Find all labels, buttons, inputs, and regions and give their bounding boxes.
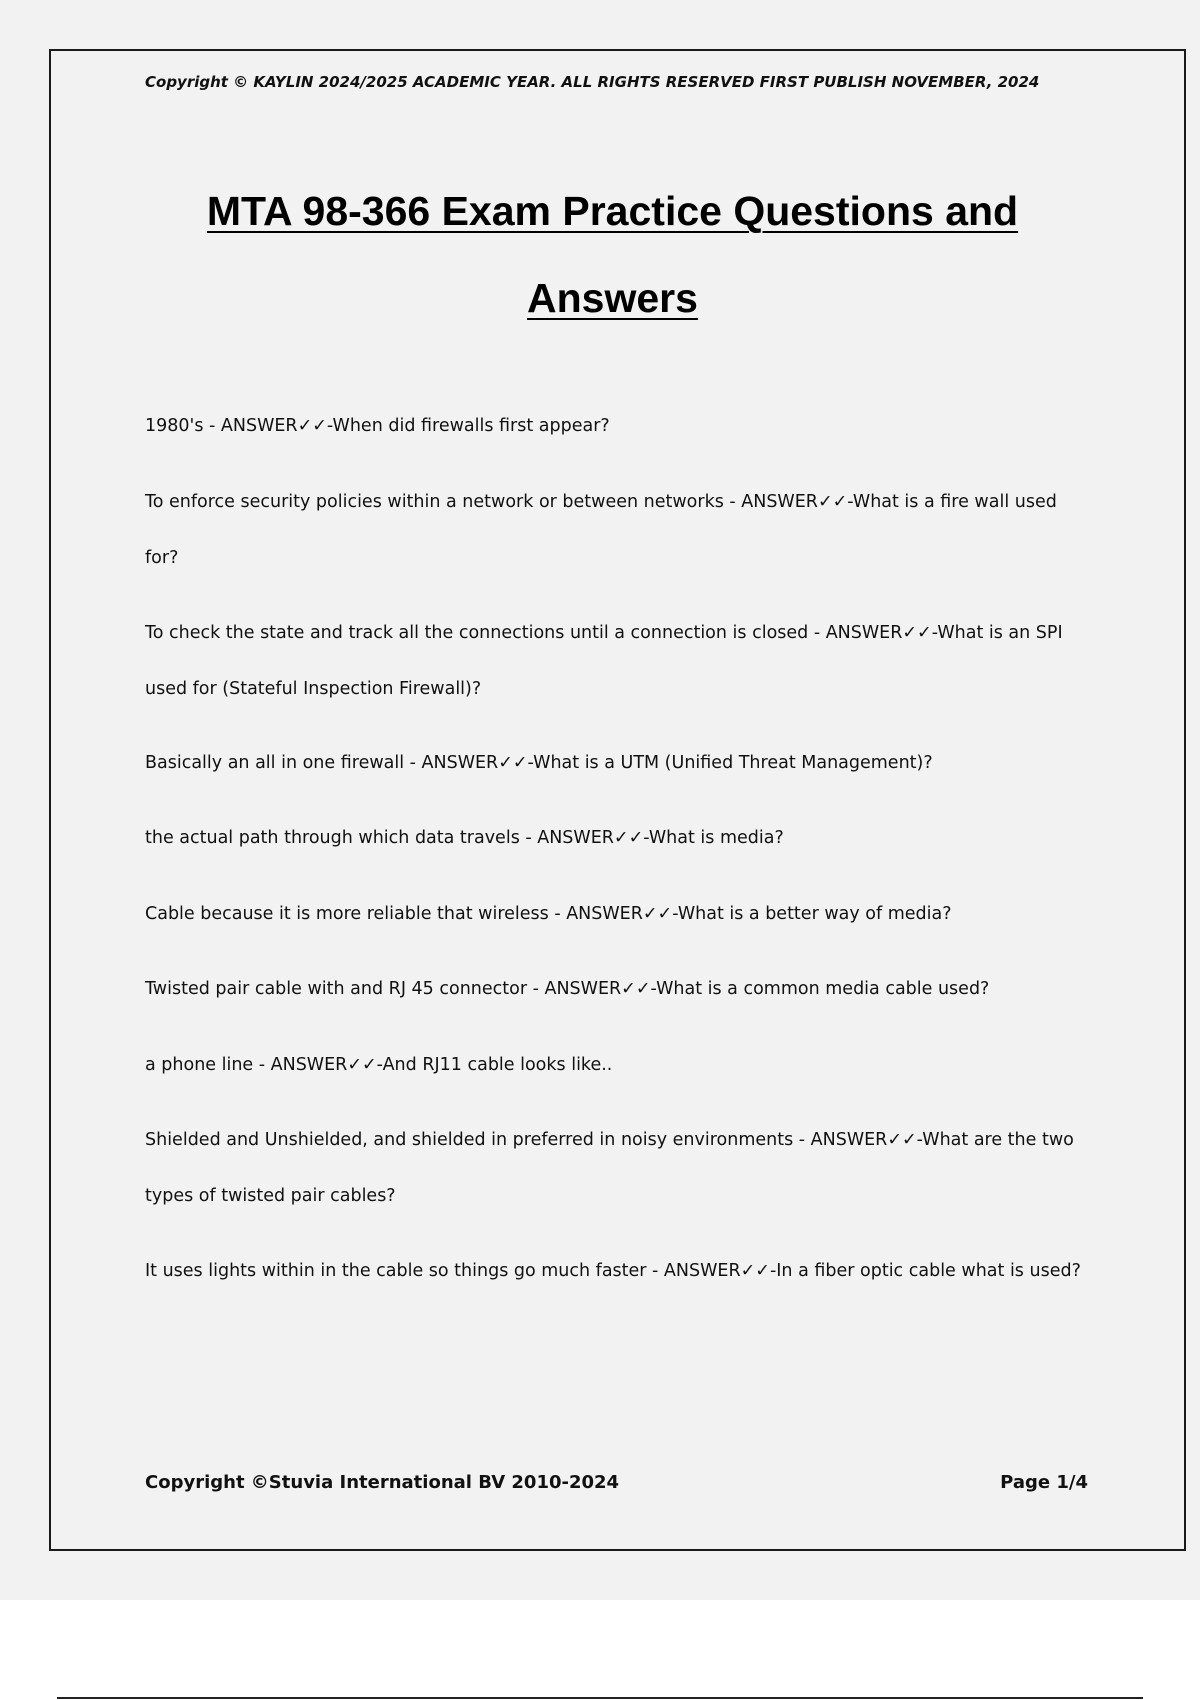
- document-title: [145, 168, 1080, 342]
- title-line-2: Answers: [527, 275, 698, 321]
- title-line-1: MTA 98-366 Exam Practice Questions and: [206, 188, 1019, 234]
- qa-item: To check the state and track all the connections until a connection is closed - ANSWER✓✓-What is an SPI used for (Stateful Inspection Firewall)?: [145, 623, 1063, 699]
- qa-item: Cable because it is more reliable that wireless - ANSWER✓✓-What is a better way of media?: [145, 904, 952, 924]
- qa-item: Twisted pair cable with and RJ 45 connector - ANSWER✓✓-What is a common media cable used?: [145, 979, 990, 999]
- footer-copyright: Copyright ©Stuvia International BV 2010-2024: [145, 1472, 620, 1493]
- next-page-divider: [57, 1697, 1143, 1699]
- qa-item: Basically an all in one firewall - ANSWER✓✓-What is a UTM (Unified Threat Management)?: [145, 753, 933, 773]
- qa-item: a phone line - ANSWER✓✓-And RJ11 cable looks like..: [145, 1055, 613, 1075]
- qa-item: To enforce security policies within a network or between networks - ANSWER✓✓-What is a fire wall used for?: [145, 492, 1057, 568]
- page-number: Page 1/4: [1000, 1472, 1088, 1493]
- qa-item: Shielded and Unshielded, and shielded in preferred in noisy environments - ANSWER✓✓-What are the two types of twisted pair cables?: [145, 1130, 1074, 1206]
- qa-item: 1980's - ANSWER✓✓-When did firewalls first appear?: [145, 416, 610, 436]
- qa-item: the actual path through which data travels - ANSWER✓✓-What is media?: [145, 828, 784, 848]
- header-copyright: Copyright © KAYLIN 2024/2025 ACADEMIC YEAR. ALL RIGHTS RESERVED FIRST PUBLISH NOVEMBER, 2024: [145, 73, 1040, 91]
- qa-item: It uses lights within in the cable so things go much faster - ANSWER✓✓-In a fiber optic cable what is used?: [145, 1261, 1081, 1281]
